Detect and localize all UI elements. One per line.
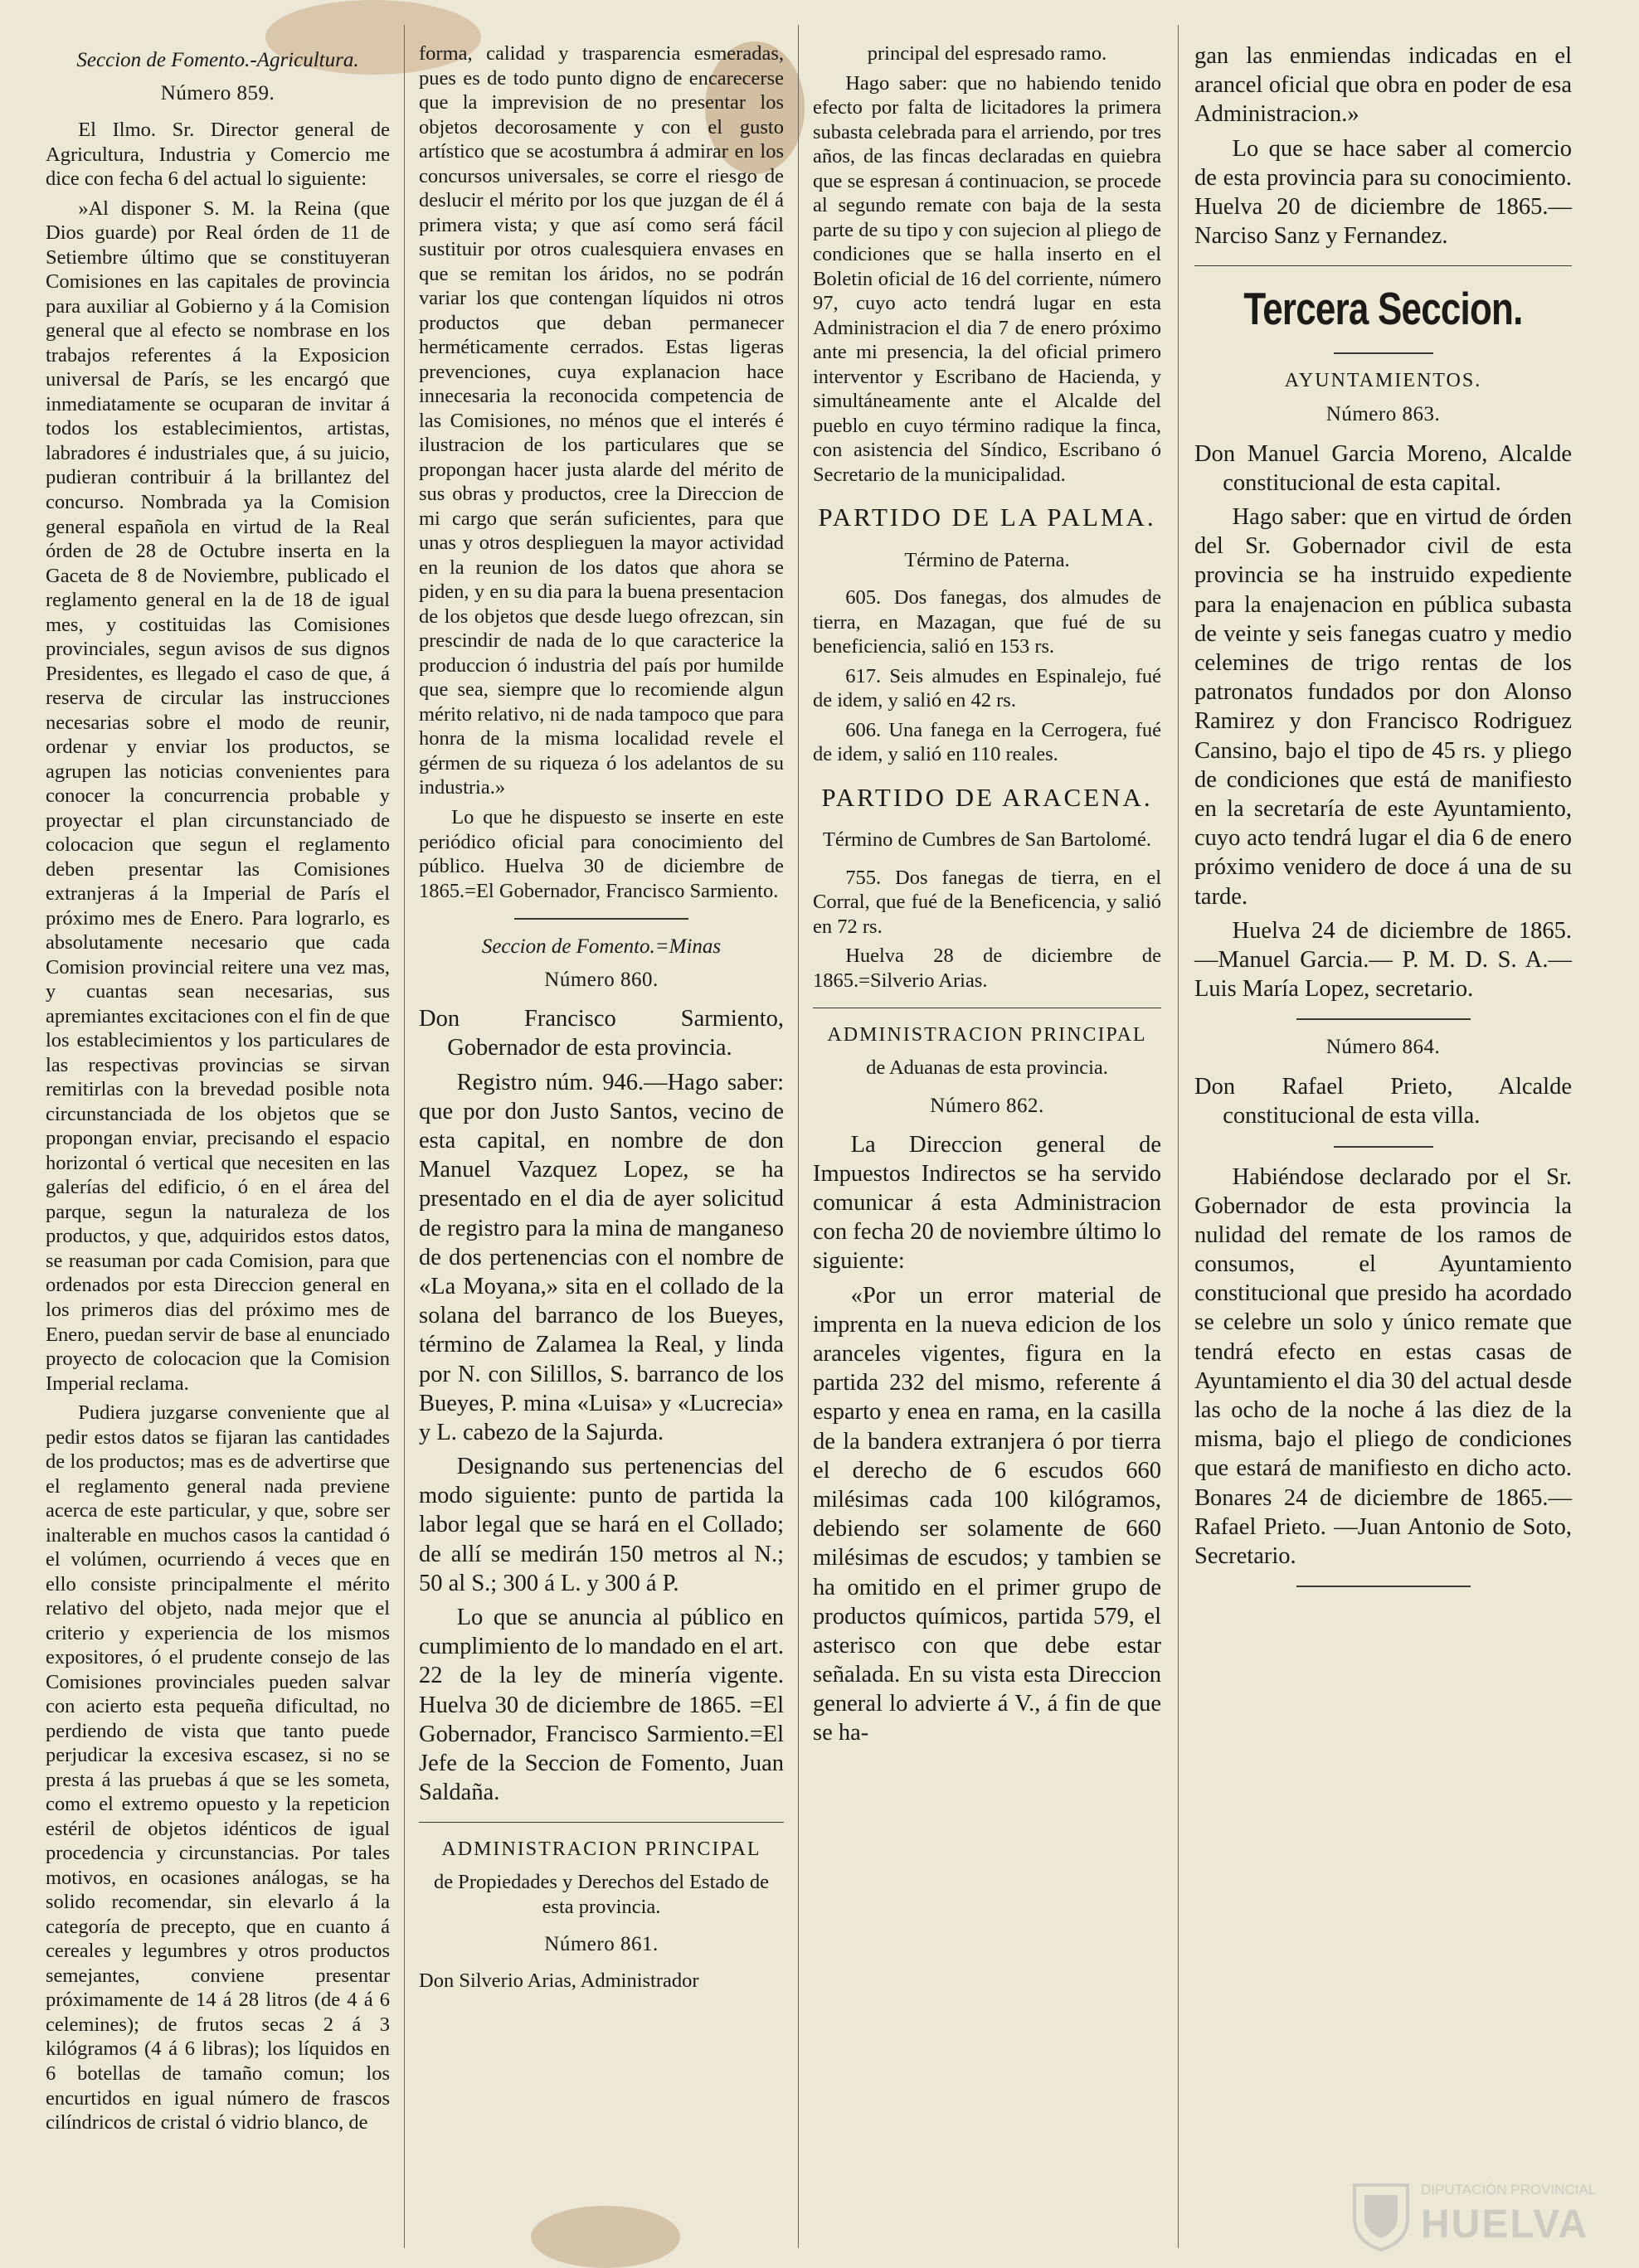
part-title: Tercera Seccion. <box>1243 283 1523 335</box>
property-entry: 755. Dos fanegas de tierra, en el Corral, que fué de la Beneficencia, y salió en 72 rs. <box>813 866 1161 938</box>
section-heading: ADMINISTRACION PRINCIPAL <box>827 1024 1147 1047</box>
divider <box>1334 352 1433 354</box>
divider <box>514 918 688 920</box>
divider <box>1296 1586 1471 1587</box>
notice-number: Número 864. <box>1325 1036 1441 1059</box>
diputacion-watermark <box>1348 2177 1622 2251</box>
divider <box>419 1822 784 1823</box>
termino-heading: Término de Paterna. <box>904 548 1070 571</box>
notice-number: Número 863. <box>1325 402 1441 425</box>
paragraph: Designando sus pertenencias del modo siguiente: punto de partida la labor legal que se hará en el Collado; de allí se medirán 150 metros al N.; 50 al S.; 300 á L. y 300 á P. <box>419 1454 784 1596</box>
paragraph: La Direccion general de Impuestos Indirectos se ha servido comunicar á esta Administracion con fecha 20 de noviembre último lo siguiente: <box>813 1131 1161 1275</box>
partido-heading: PARTIDO DE LA PALMA. <box>818 503 1156 532</box>
paragraph: Don Francisco Sarmiento, Gobernador de esta provincia. <box>419 1006 784 1061</box>
property-entry: 606. Una fanega en la Cerrogera, fué de idem, y salió en 110 reales. <box>813 718 1161 766</box>
partido-heading: PARTIDO DE ARACENA. <box>821 782 1153 812</box>
column-4 <box>1194 41 1572 1602</box>
notice-number: Número 862. <box>930 1094 1044 1117</box>
paragraph: Pudiera juzgarse conveniente que al pedir estos datos se fijaran las cantidades de los productos; mas es de advertirse que el reglamento general nada previene acerca de este particular, y que, sobre ser inalterable en muchos casos la cantidad ó el volúmen, ocurriendo á veces que en ello consiste principalmente el mérito relativo del objeto, nada mejor que el criterio y experiencia de los mismos expositores, ó el prudente consejo de las Comisiones provinciales pueden salvar con acierto esta pequeña dificultad, no perdiendo de vista que tanto puede perjudicar la excesiva escasez, si no se presta á las pruebas á que se les someta, como el extremo opuesto y la repeticion estéril de objetos idénticos de igual procedencia y circunstancias. Por tales motivos, en ocasiones análogas, se ha solido recomendar, sin elevarlo á la categoría de precepto, que en cuanto á cereales y legumbres y otros productos semejantes, conviene presentar próximamente de 14 á 28 litros (de 4 á 6 celemines); de frutos secas 2 á 3 kilógramos (4 á 6 libras); los líquidos en 6 botellas de tamaño comun; los encurtidos en igual número de frascos cilíndricos de cristal ó vidrio blanco, de <box>46 1401 390 2134</box>
divider <box>1334 1146 1433 1148</box>
notice-number: Número 860. <box>544 969 659 992</box>
column-1 <box>46 41 390 2140</box>
paragraph: Registro núm. 946.—Hago saber: que por don Justo Santos, vecino de esta capital, en nombre de don Manuel Vazquez Lopez, se ha presentado en el dia de ayer solicitud de registro para la mina de manganeso de dos pertenencias con el nombre de «La Moyana,» sita en el collado de la solana del barranco de los Bueyes, término de Zalamea la Real, y linda por N. con Silillos, S. barranco de los Bueyes, P. mina «Luisa» y «Lucrecia» y L. cabezo de la Sajurda. <box>419 1069 784 1445</box>
paragraph: Hago saber: que no habiendo tenido efecto por falta de licitadores la primera subasta celebrada para el arriendo, por tres años, de las fincas declaradas en quiebra que se espresan á continuacion, se procede al segundo remate con baja de la sesta parte de su tipo y con sujecion al pliego de condiciones que se halla inserto en el Boletin oficial de 16 del corriente, número 97, cuyo acto tendrá lugar en esta Administracion el dia 7 de enero próximo ante mi presencia, la del oficial primero interventor y Escribano de Hacienda, y simultáneamente ante el Alcalde del pueblo en cuyo término radique la finca, con asistencia del Síndico, Escribano ó Secretario de la municipalidad. <box>813 71 1161 486</box>
signature: Huelva 28 de diciembre de 1865.=Silverio Arias. <box>813 945 1161 992</box>
watermark-label: DIPUTACIÓN PROVINCIAL <box>1421 2182 1597 2198</box>
column-3 <box>813 41 1161 1753</box>
section-title: Seccion de Fomento.=Minas <box>481 935 722 959</box>
property-entry: 605. Dos fanegas, dos almudes de tierra, en Mazagan, que fué de su beneficiencia, salió en 153 rs. <box>813 586 1161 658</box>
paragraph: Lo que se anuncia al público en cumplimiento de lo mandado en el art. 22 de la ley de minería vigente. Huelva 30 de diciembre de 1865. =El Gobernador, Francisco Sarmiento.=El Jefe de la Seccion de Fomento, Juan Saldaña. <box>419 1605 784 1806</box>
property-entry: 617. Seis almudes en Espinalejo, fué de idem, y salió en 42 rs. <box>813 664 1161 712</box>
termino-heading: Término de Cumbres de San Bartolomé. <box>823 828 1151 852</box>
paragraph: Lo que se hace saber al comercio de esta provincia para su conocimiento. Huelva 20 de diciembre de 1865.—Narciso Sanz y Fernandez. <box>1194 135 1572 250</box>
notice-number: Número 859. <box>160 82 275 105</box>
section-subheading: de Propiedades y Derechos del Estado de esta provincia. <box>433 1871 770 1918</box>
paragraph: Don Rafael Prieto, Alcalde constitucional de esta villa. <box>1194 1074 1572 1129</box>
divider <box>1296 1018 1471 1020</box>
column-rule <box>1178 25 1179 2248</box>
paragraph: principal del espresado ramo. <box>867 42 1107 65</box>
section-title: Seccion de Fomento.-Agricultura. <box>76 49 359 71</box>
column-rule <box>404 25 405 2248</box>
paragraph: forma, calidad y trasparencia esmeradas, pues es de todo punto digno de encarecerse que la imprevision de no presentar los objetos decorosamente y con el gusto artístico que se acostumbra á admirar en los concursos universales, se corre el riesgo de deslucir el mérito por los que juzgan de él á primera vista; y que así como será fácil sustituir por otros cualesquiera envases en que se remitan los áridos, no se podrán variar los que contengan líquidos ni otros productos que deban permanecer herméticamente cerrados. Estas ligeras prevenciones, cuya explanacion hace innecesaria la reconocida competencia de las Comisiones, no ménos que el interés é ilustracion de los particulares que se propongan hacer justa alarde del mérito de sus obras y productos, cree la Direccion de mi cargo que serán suficientes, para que unas y otros desplieguen la mayor actividad en la reunion de los datos que ahora se piden, y en su dia para la buena presentacion de los objetos que desde luego ofrezcan, sin prescindir de nada de lo que caracterice la produccion ó industria del país por humilde que sea, siempre que lo recomiende algun mérito relativo, ni de nada tampoco que para honra de la misma localidad revele el gérmen de su riqueza ó los adelantos de su industria.» <box>419 42 784 799</box>
paragraph: gan las enmiendas indicadas en el arancel oficial que obra en poder de esa Administracion.» <box>1194 43 1572 128</box>
paragraph: Lo que he dispuesto se inserte en este periódico oficial para conocimiento del público. Huelva 30 de diciembre de 1865.=El Gobernador, Francisco Sarmiento. <box>419 805 784 902</box>
paragraph: El Ilmo. Sr. Director general de Agricultura, Industria y Comercio me dice con fecha 6 del actual lo siguiente: <box>46 119 390 191</box>
section-subheading: de Aduanas de esta provincia. <box>866 1056 1108 1080</box>
column-2 <box>419 41 784 1998</box>
paragraph: Habiéndose declarado por el Sr. Gobernador de esta provincia la nulidad del remate de los ramos de consumos, el Ayuntamiento constitucional que presido ha acordado se celebre un solo y único remate que tendrá efecto en estas casas de Ayuntamiento el dia 30 del actual desde las ocho de la noche á las diez de la misma, bajo el pliego de condiciones que estará de manifiesto en dicho acto. Bonares 24 de diciembre de 1865.—Rafael Prieto. —Juan Antonio de Soto, Secretario. <box>1194 1163 1572 1569</box>
section-heading: ADMINISTRACION PRINCIPAL <box>441 1838 761 1861</box>
paragraph: Don Manuel Garcia Moreno, Alcalde constitucional de esta capital. <box>1194 440 1572 496</box>
paragraph: »Al disponer S. M. la Reina (que Dios guarde) por Real órden de 11 de Setiembre último que se constituyeran Comisiones en las capitales de provincia para auxiliar al Gobierno y á la Comision general que al efecto se nombrase en los trabajos referentes á la Exposicion universal de París, se les encargó que inmediatamente se ocuparan de invitar á todos los establecimientos, artistas, labradores é industriales que, á su juicio, pudieran contribuir á la brillantez del concurso. Nombrada ya la Comision general española en virtud de la Real órden de 28 de Octubre inserta en la Gaceta de 8 de Noviembre, publicado el reglamento general en la de 18 de igual mes, y costituidas las Comisiones provinciales, segun avisos de sus dignos Presidentes, es llegado el caso de que, á reserva de circular las instrucciones necesarias sobre el modo de reunir, ordenar y enviar los productos, se agrupen las noticias convenientes para conocer la concurrencia probable y proyectar el plan circunstanciado de colocacion que segun el reglamento deben presentar las Comisiones extranjeras á la Imperial de París el próximo mes de Enero. Para lograrlo, es absolutamente necesario que cada Comision provincial reitere una vez mas, y cuantas sean necesarias, sus apremiantes excitaciones con el fin de que los establecimientos y los particulares de las respectivas provincias se sirvan remitirlas con la brevedad posible nota circunstanciada de los objetos que se propongan enviar, precisando el espacio horizontal ó vertical que necesiten en las galerías del edificio, ó en el área del parque, segun la naturaleza de los productos, y que, adquiridos estos datos, se reasuman por cada Comision, para que ordenados por esta Direccion general en los primeros dias del próximo mes de Enero, puedan servir de base al enunciado proyecto de colocacion que la Comision Imperial reclama. <box>46 197 390 1395</box>
paragraph: Huelva 24 de diciembre de 1865. —Manuel Garcia.— P. M. D. S. A.—Luis María Lopez, secretario. <box>1194 917 1572 1003</box>
divider <box>1194 265 1572 266</box>
watermark-name: HUELVA <box>1421 2202 1589 2246</box>
paragraph: Hago saber: que en virtud de órden del Sr. Gobernador civil de esta provincia se ha instruido expediente para la enajenacion en pública subasta de veinte y seis fanegas cuatro y medio celemines de trigo rentas de los patronatos fundados por don Alonso Ramirez y don Francisco Rodriguez Cansino, bajo el tipo de 45 rs. y pliego de condiciones que está de manifiesto en la secretaría de este Ayuntamiento, cuyo acto tendrá lugar el dia 6 de enero próximo venidero de doce á una de su tarde. <box>1194 504 1572 910</box>
paragraph: «Por un error material de imprenta en la nueva edicion de los aranceles vigentes, figura en la partida 232 del mismo, referente á esparto y enea en rama, en la casilla de la bandera extranjera ó por tierra el derecho de 6 escudos 660 milésimas cada 100 kilógramos, debiendo ser solamente de 660 milésimas de escudos; y tambien se ha omitido en el primer grupo de productos químicos, partida 579, el asterisco con que debe estar señalada. En su vista esta Direccion general lo advierte á V., á fin de que se ha- <box>813 1282 1161 1746</box>
paragraph: Don Silverio Arias, Administrador <box>419 1969 699 1993</box>
crest-icon <box>1348 2177 1414 2251</box>
section-heading: AYUNTAMIENTOS. <box>1284 370 1482 392</box>
notice-number: Número 861. <box>544 1933 659 1956</box>
paper-stain <box>531 2206 680 2268</box>
column-rule <box>798 25 799 2248</box>
